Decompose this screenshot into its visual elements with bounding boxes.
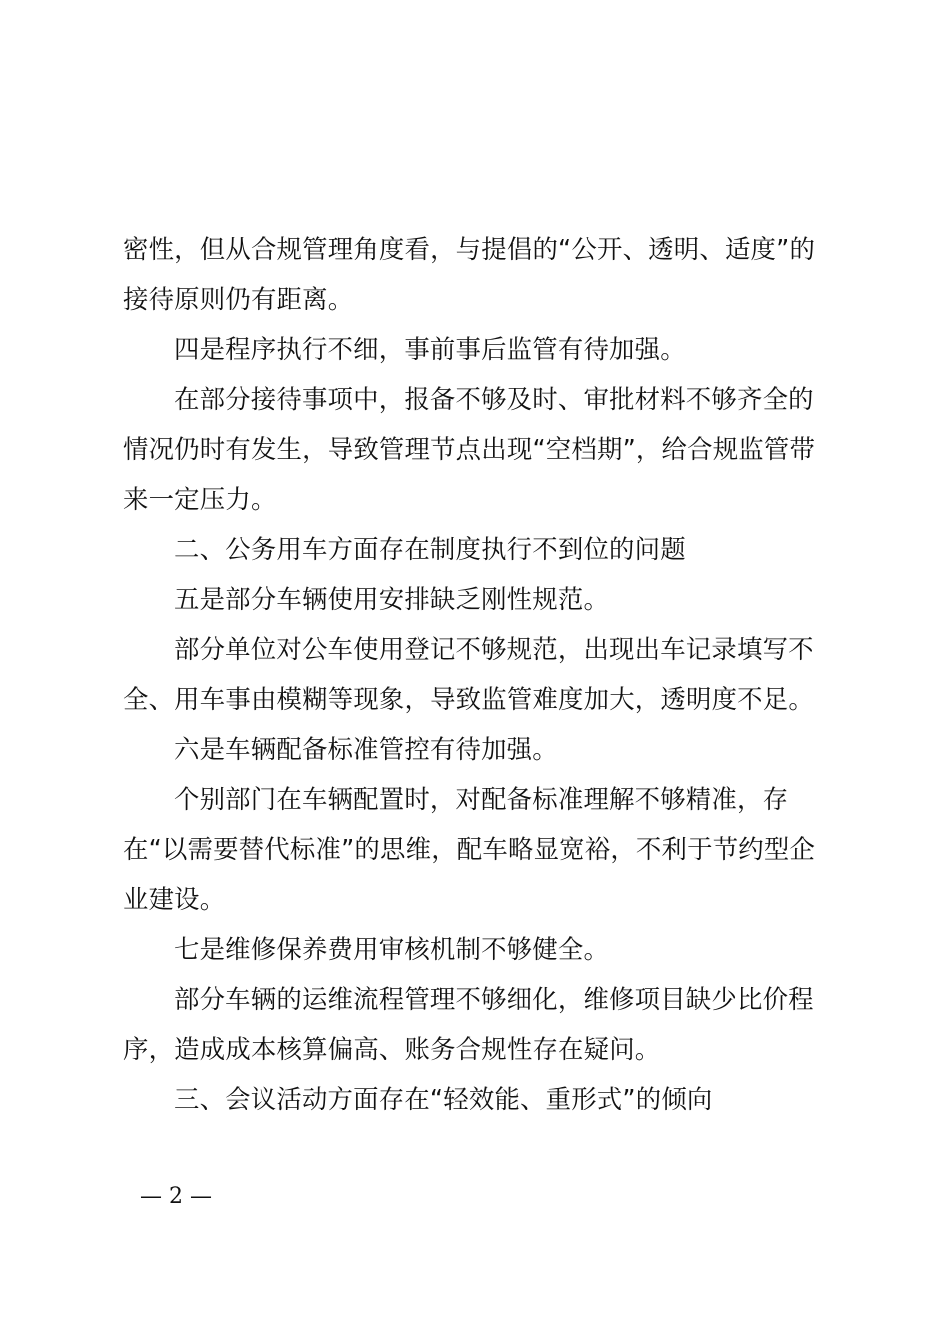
paragraph-point-seven-detail: 部分车辆的运维流程管理不够细化，维修项目缺少比价程序，造成成本核算偏高、账务合规性存在疑问。 <box>123 984 814 1064</box>
section-heading-vehicles: 二、公务用车方面存在制度执行不到位的问题 <box>174 534 686 564</box>
paragraph-continuation: 密性，但从合规管理角度看，与提倡的“公开、透明、适度”的接待原则仍有距离。 <box>123 234 816 314</box>
paragraph-point-five-heading: 五是部分车辆使用安排缺乏刚性规范。 <box>174 584 610 614</box>
paragraph-point-five-detail: 部分单位对公车使用登记不够规范，出现出车记录填写不全、用车事由模糊等现象，导致监管难度加大，透明度不足。 <box>123 634 814 714</box>
document-body <box>123 224 823 1124</box>
paragraph-point-seven-heading: 七是维修保养费用审核机制不够健全。 <box>174 934 610 964</box>
page-number: — 2 — <box>140 1184 212 1209</box>
paragraph-point-six-heading: 六是车辆配备标准管控有待加强。 <box>174 734 558 764</box>
paragraph-point-four-detail: 在部分接待事项中，报备不够及时、审批材料不够齐全的情况仍时有发生，导致管理节点出现“空档期”，给合规监管带来一定压力。 <box>123 384 816 514</box>
section-heading-meetings: 三、会议活动方面存在“轻效能、重形式”的倾向 <box>174 1084 713 1114</box>
paragraph-point-four-heading: 四是程序执行不细，事前事后监管有待加强。 <box>174 334 686 364</box>
paragraph-point-six-detail: 个别部门在车辆配置时，对配备标准理解不够精准，存在“以需要替代标准”的思维，配车略显宽裕，不利于节约型企业建设。 <box>123 784 816 914</box>
